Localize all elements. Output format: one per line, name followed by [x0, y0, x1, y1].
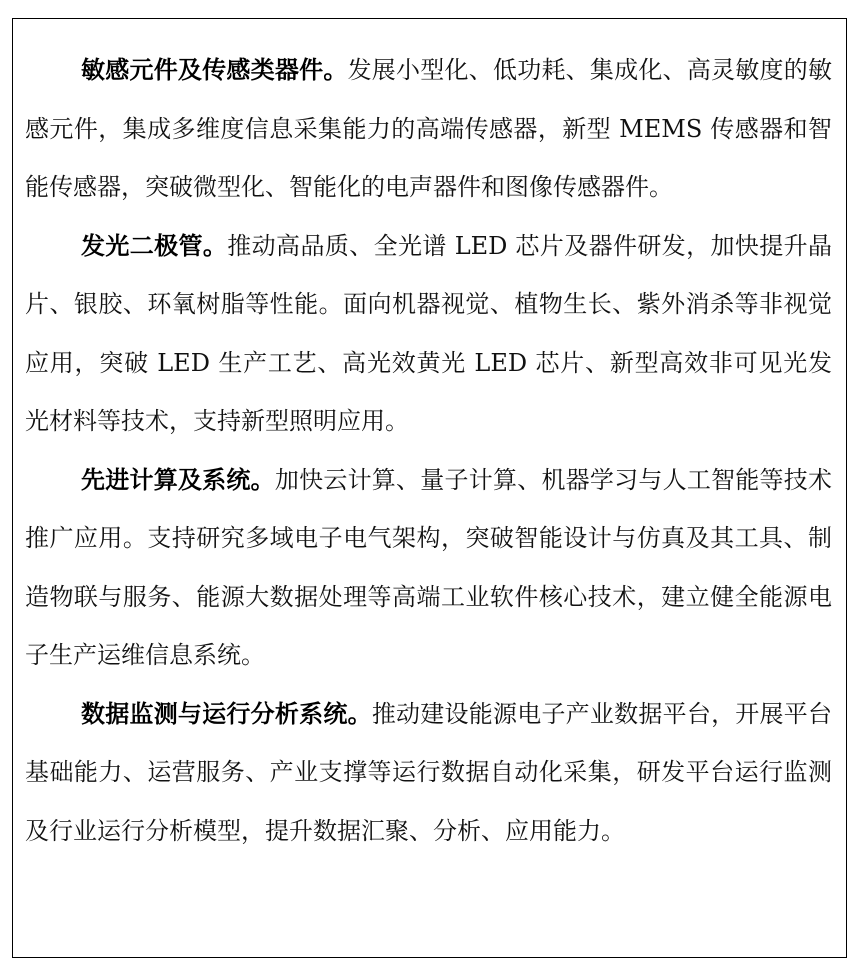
body-sensors: 发展小型化、低功耗、集成化、高灵敏度的敏感元件，集成多维度信息采集能力的高端传感器，新型 MEMS 传感器和智能传感器，突破微型化、智能化的电声器件和图像传感器件。 [25, 56, 833, 201]
body-data-monitoring: 推动建设能源电子产业数据平台，开展平台基础能力、运营服务、产业支撑等运行数据自动化采集，研发平台运行监测及行业运行分析模型，提升数据汇聚、分析、应用能力。 [25, 699, 833, 845]
bordered-text-box [12, 18, 847, 958]
heading-sensors: 敏感元件及传感类器件。 [81, 56, 348, 84]
paragraph-computing [25, 451, 832, 685]
heading-data-monitoring: 数据监测与运行分析系统。 [81, 699, 372, 728]
paragraph-led [25, 217, 832, 451]
body-led: 推动高品质、全光谱 LED 芯片及器件研发，加快提升晶片、银胶、环氧树脂等性能。面向机器视觉、植物生长、紫外消杀等非视觉应用，突破 LED 生产工艺、高光效黄光 LED 芯片、新型高效非可见光发光材料等技术，支持新型照明应用。 [25, 231, 833, 435]
heading-led: 发光二极管。 [81, 231, 228, 260]
paragraph-data-monitoring [25, 685, 832, 861]
body-computing: 加快云计算、量子计算、机器学习与人工智能等技术推广应用。支持研究多域电子电气架构，突破智能设计与仿真及其工具、制造物联与服务、能源大数据处理等高端工业软件核心技术，建立健全能源电子生产运维信息系统。 [25, 465, 833, 669]
paragraph-sensors [25, 41, 832, 217]
heading-computing: 先进计算及系统。 [81, 465, 275, 494]
